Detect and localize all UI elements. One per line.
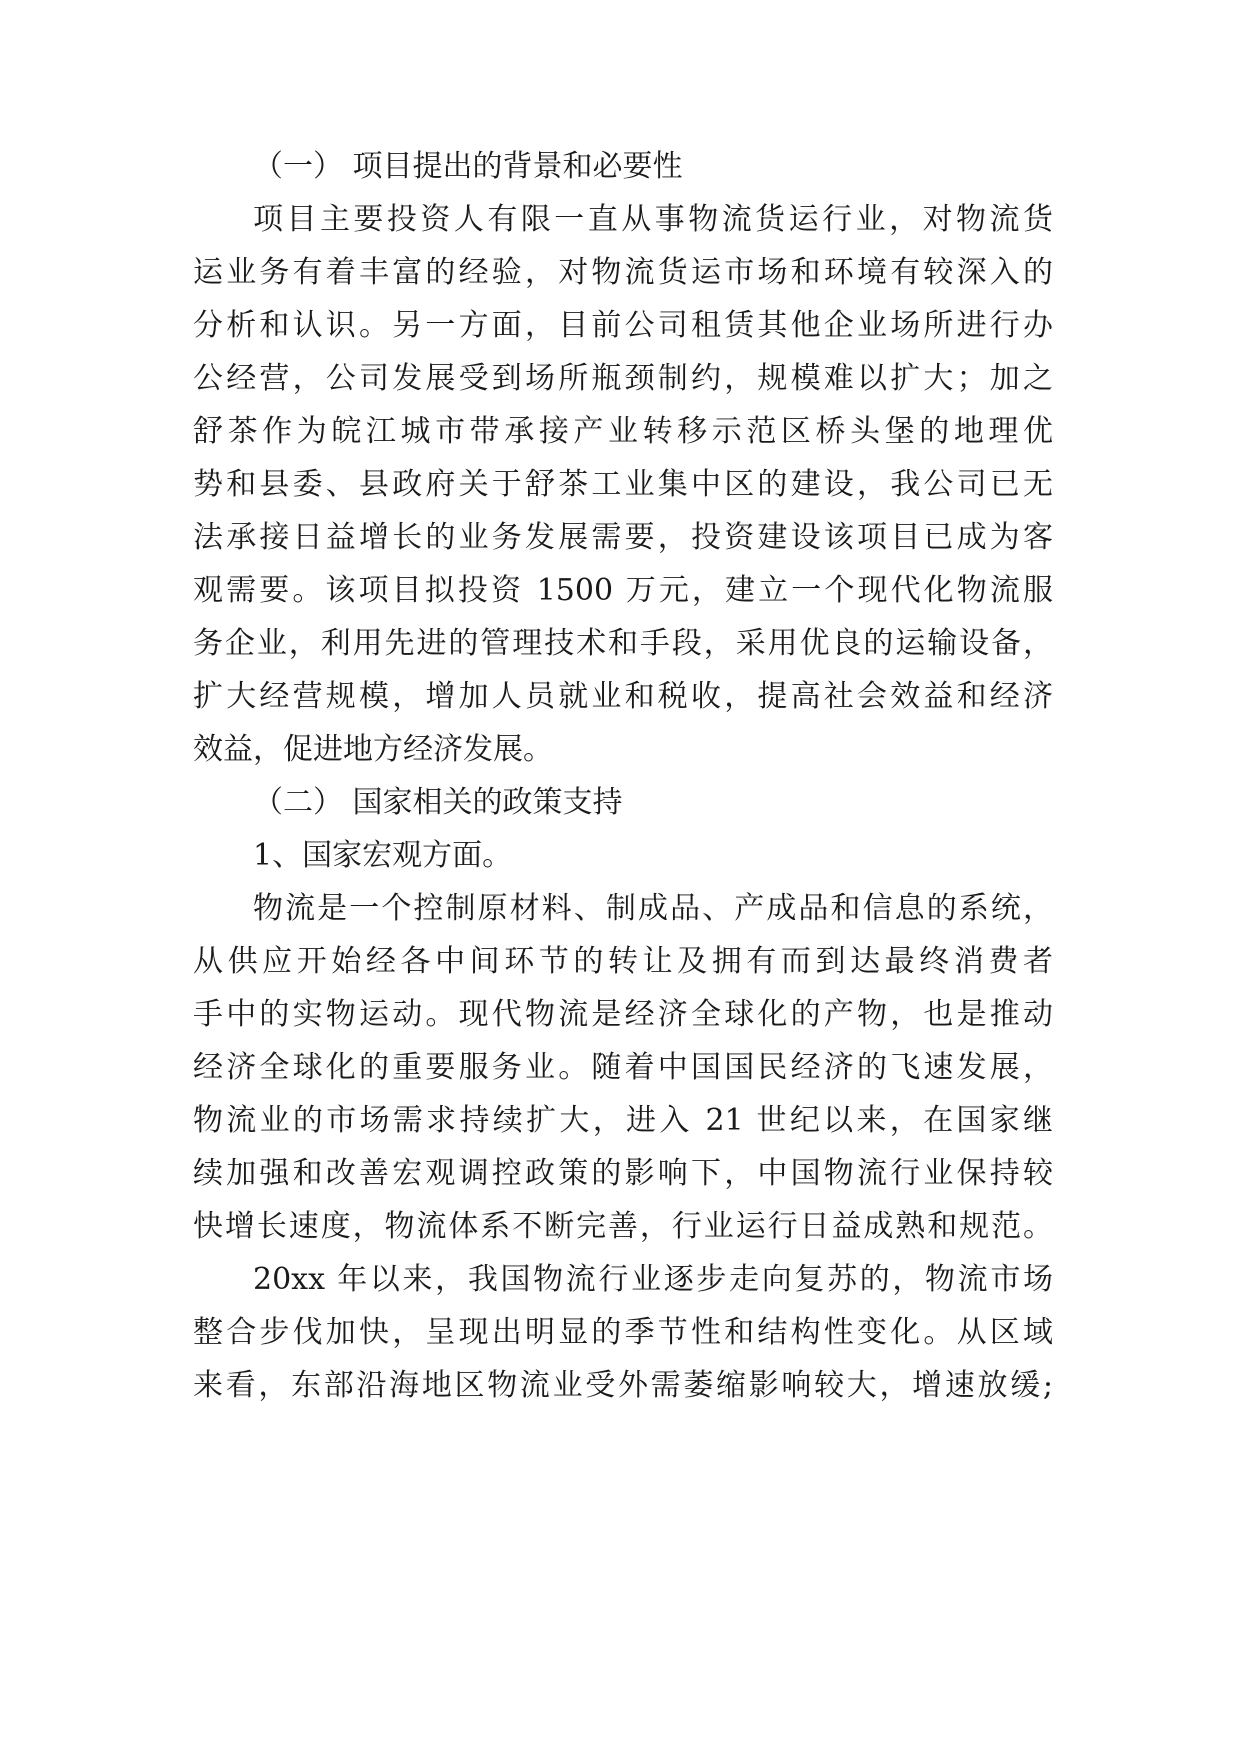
paragraph-line: 运业务有着丰富的经验，对物流货运市场和环境有较深入的 <box>193 255 1053 290</box>
paragraph-line: 效益，促进地方经济发展。 <box>193 732 553 767</box>
paragraph-line: 20xx 年以来，我国物流行业逐步走向复苏的，物流市场 <box>253 1262 1053 1297</box>
paragraph-line: 扩大经营规模，增加人员就业和税收，提高社会效益和经济 <box>193 679 1053 714</box>
paragraph-line: 续加强和改善宏观调控政策的影响下，中国物流行业保持较 <box>193 1156 1053 1191</box>
paragraph-line: 整合步伐加快，呈现出明显的季节性和结构性变化。从区域 <box>193 1315 1053 1350</box>
paragraph-line: 务企业，利用先进的管理技术和手段，采用优良的运输设备， <box>193 626 1053 661</box>
paragraph-line: 舒茶作为皖江城市带承接产业转移示范区桥头堡的地理优 <box>193 414 1053 449</box>
paragraph-line: 项目主要投资人有限一直从事物流货运行业，对物流货 <box>253 202 1053 237</box>
paragraph-line: 分析和认识。另一方面，目前公司租赁其他企业场所进行办 <box>193 308 1053 343</box>
paragraph-line: 公经营，公司发展受到场所瓶颈制约，规模难以扩大；加之 <box>193 361 1053 396</box>
section-heading-policy: （二） 国家相关的政策支持 <box>253 785 623 820</box>
paragraph-line: 物流业的市场需求持续扩大，进入 21 世纪以来，在国家继 <box>193 1103 1053 1138</box>
paragraph-line: 观需要。该项目拟投资 1500 万元，建立一个现代化物流服 <box>193 573 1053 608</box>
paragraph-line: 手中的实物运动。现代物流是经济全球化的产物，也是推动 <box>193 997 1053 1032</box>
paragraph-line: 法承接日益增长的业务发展需要，投资建设该项目已成为客 <box>193 520 1053 555</box>
paragraph-line: 物流是一个控制原材料、制成品、产成品和信息的系统， <box>253 891 1053 926</box>
section-heading-background: （一） 项目提出的背景和必要性 <box>253 149 683 184</box>
paragraph-line: 快增长速度，物流体系不断完善，行业运行日益成熟和规范。 <box>193 1209 1053 1244</box>
paragraph-line: 来看，东部沿海地区物流业受外需萎缩影响较大，增速放缓; <box>193 1368 1053 1403</box>
paragraph-line: 经济全球化的重要服务业。随着中国国民经济的飞速发展， <box>193 1050 1053 1085</box>
paragraph-line: 从供应开始经各中间环节的转让及拥有而到达最终消费者 <box>193 944 1053 979</box>
subsection-heading: 1、国家宏观方面。 <box>253 838 513 873</box>
paragraph-line: 势和县委、县政府关于舒茶工业集中区的建设，我公司已无 <box>193 467 1053 502</box>
